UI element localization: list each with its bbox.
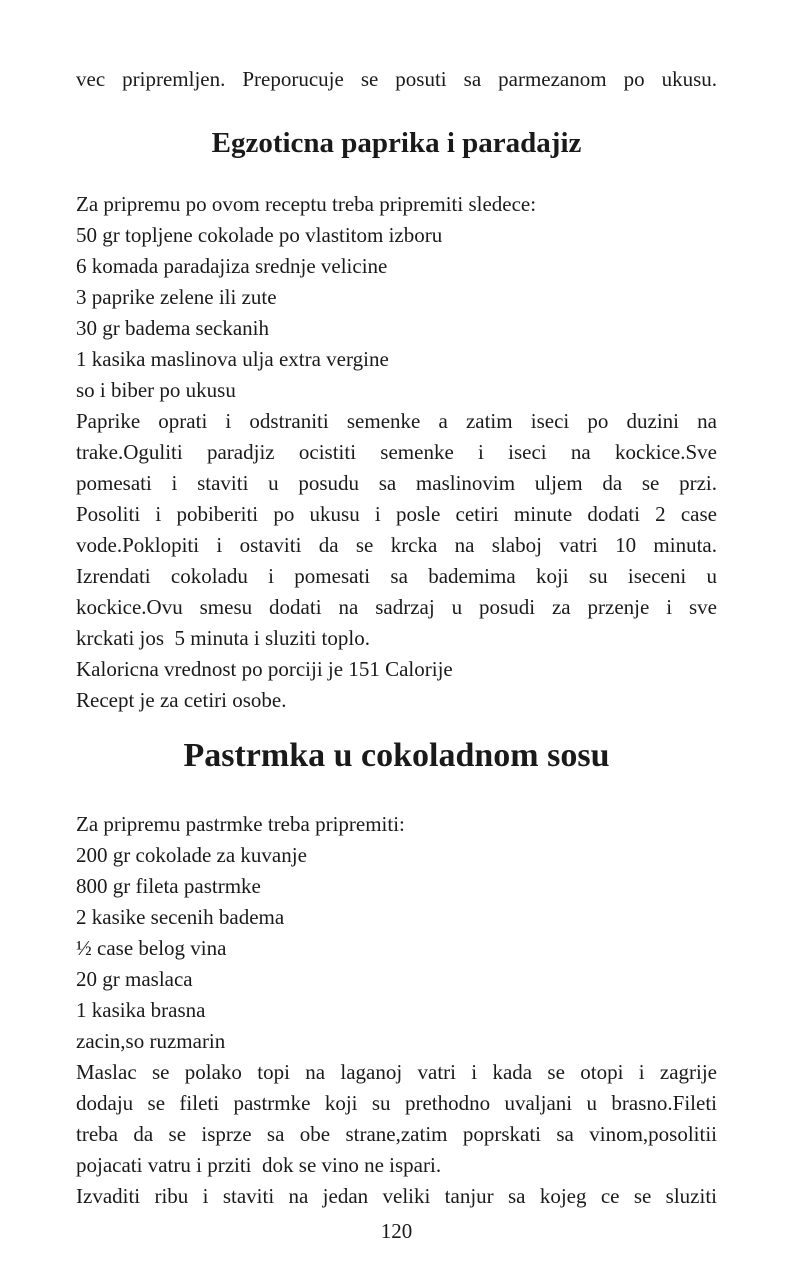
ingredient-line: 30 gr badema seckanih	[76, 316, 270, 340]
method-line: Izvaditi ribu i staviti na jedan veliki tanjur sa kojeg ce se sluziti	[76, 1184, 717, 1208]
method-line: pojacati vatru i prziti dok se vino ne ispari.	[76, 1153, 442, 1177]
ingredient-line: 2 kasike secenih badema	[76, 905, 285, 929]
method-line: Izrendati cokoladu i pomesati sa bademima koji su iseceni u	[76, 564, 717, 588]
method-line: vode.Poklopiti i ostaviti da se krcka na slaboj vatri 10 minuta.	[76, 533, 717, 557]
recipe-title: Pastrmka u cokoladnom sosu	[183, 737, 610, 774]
servings-line: Recept je za cetiri osobe.	[76, 688, 287, 712]
method-line: Paprike oprati i odstraniti semenke a zatim iseci po duzini na	[76, 409, 717, 433]
method-line: trake.Oguliti paradjiz ocistiti semenke i iseci na kockice.Sve	[76, 440, 717, 464]
method-line: dodaju se fileti pastrmke koji su prethodno uvaljani u brasno.Fileti	[76, 1091, 717, 1115]
ingredient-line: zacin,so ruzmarin	[76, 1029, 226, 1053]
ingredient-line: 20 gr maslaca	[76, 967, 193, 991]
method-line: Maslac se polako topi na laganoj vatri i kada se otopi i zagrije	[76, 1060, 717, 1084]
method-line: Posoliti i pobiberiti po ukusu i posle cetiri minute dodati 2 case	[76, 502, 717, 526]
method-line: krckati jos 5 minuta i sluziti toplo.	[76, 626, 370, 650]
ingredient-line: 3 paprike zelene ili zute	[76, 285, 277, 309]
recipe-title: Egzoticna paprika i paradajiz	[211, 127, 582, 159]
method-line: treba da se isprze sa obe strane,zatim poprskati sa vinom,posolitii	[76, 1122, 717, 1146]
ingredient-line: 1 kasika maslinova ulja extra vergine	[76, 347, 389, 371]
ingredient-line: 1 kasika brasna	[76, 998, 206, 1022]
ingredient-line: so i biber po ukusu	[76, 378, 236, 402]
method-line: kockice.Ovu smesu dodati na sadrzaj u posudi za przenje i sve	[76, 595, 717, 619]
method-line: pomesati i staviti u posudu sa maslinovim uljem da se przi.	[76, 471, 717, 495]
ingredient-line: 6 komada paradajiza srednje velicine	[76, 254, 388, 278]
ingredient-line: ½ case belog vina	[76, 936, 227, 960]
calories-line: Kaloricna vrednost po porciji je 151 Calorije	[76, 657, 453, 681]
ingredient-line: 200 gr cokolade za kuvanje	[76, 843, 307, 867]
ingredient-line: 50 gr topljene cokolade po vlastitom izboru	[76, 223, 443, 247]
ingredient-line: 800 gr fileta pastrmke	[76, 874, 261, 898]
page-number: 120	[380, 1219, 413, 1243]
recipe-intro-line: Za pripremu pastrmke treba pripremiti:	[76, 812, 405, 836]
recipe-intro-line: Za pripremu po ovom receptu treba pripremiti sledece:	[76, 192, 537, 216]
continuation-line: vec pripremljen. Preporucuje se posuti sa parmezanom po ukusu.	[76, 67, 717, 91]
